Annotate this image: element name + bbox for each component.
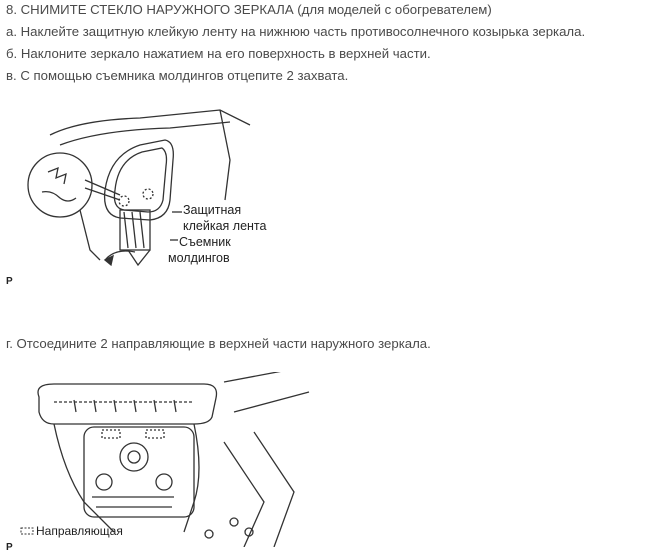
- step-a: а. Наклейте защитную клейкую ленту на нижнюю часть противосолнечного козырька зеркала.: [6, 24, 586, 39]
- label-tape-line1: Защитная: [183, 203, 242, 217]
- step-c: в. С помощью съемника молдингов отцепите 2 захвата.: [6, 68, 349, 83]
- label-tool-line2: молдингов: [168, 251, 230, 265]
- figure2-corner-mark: P: [6, 542, 13, 553]
- step-b: б. Наклоните зеркало нажатием на его поверхность в верхней части.: [6, 46, 431, 61]
- figure1-corner-mark: P: [6, 276, 13, 287]
- figure-mirror-glass-removal: [20, 100, 290, 280]
- step-title: 8. СНИМИТЕ СТЕКЛО НАРУЖНОГО ЗЕРКАЛА (для моделей с обогревателем): [6, 2, 492, 17]
- label-tape-line2: клейкая лента: [183, 219, 267, 233]
- step-d: г. Отсоедините 2 направляющие в верхней части наружного зеркала.: [6, 336, 431, 351]
- figure-mirror-guides: [14, 372, 314, 547]
- guide-legend-symbol: [21, 528, 33, 534]
- label-tool-line1: Съемник: [179, 235, 231, 249]
- guide-legend-label: Направляющая: [36, 524, 123, 538]
